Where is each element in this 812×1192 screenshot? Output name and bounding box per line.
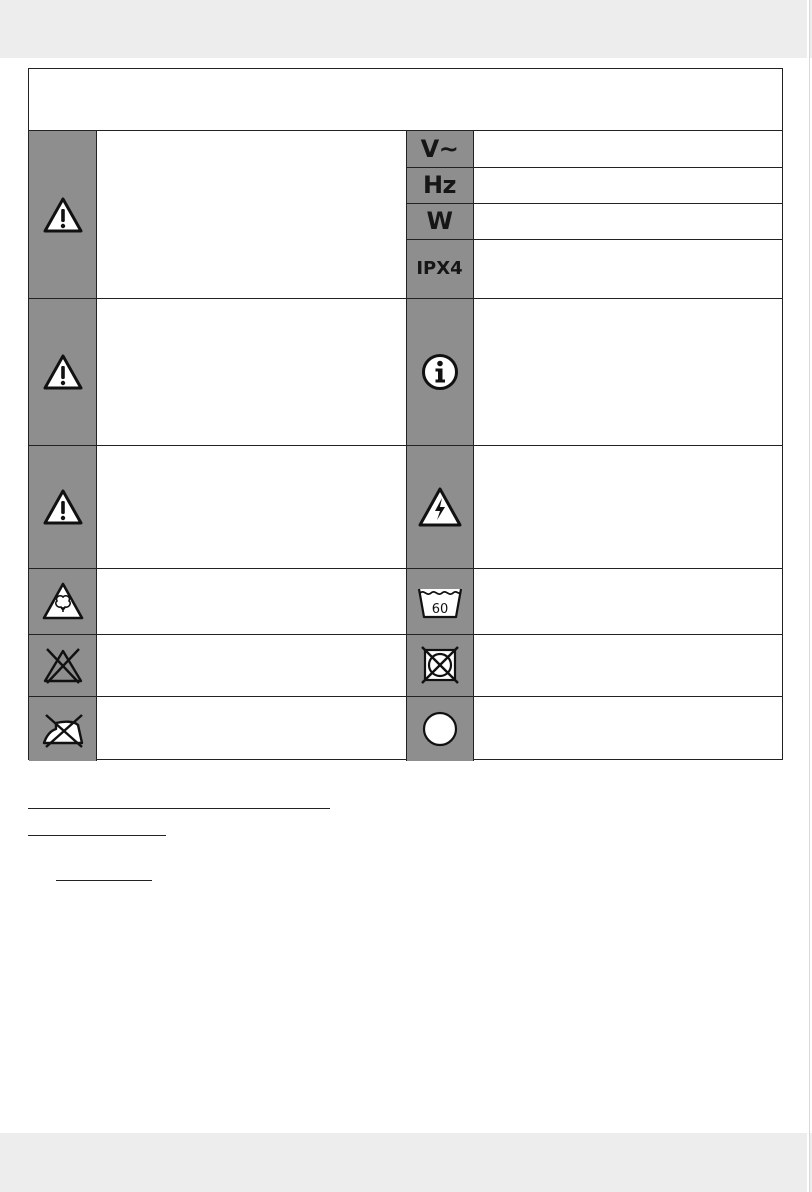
protection-rating: IPX4 [416,257,463,279]
do-not-dry-clean-icon [41,581,85,621]
column-divider-middle [406,131,407,761]
column-divider-right [473,131,474,761]
warning-icon [43,354,83,390]
tumble-dry-cell [406,634,473,696]
underline-rule [56,880,152,881]
warning-cell-2 [29,298,96,445]
table-title-row [29,69,782,131]
bleach-cell [29,634,96,696]
symbol-legend-table [28,68,783,760]
page-edge-line [809,0,810,1192]
top-band [0,0,812,58]
bottom-band [0,1133,812,1192]
circle-icon [420,709,460,749]
warning-icon [43,489,83,525]
voltage-unit: V~ [420,135,459,163]
voltage-cell [406,131,473,167]
warning-cell-3 [29,445,96,568]
unit-row-divider [406,167,782,168]
row-divider [29,696,782,697]
frequency-cell [406,167,473,203]
info-icon [421,353,459,391]
do-not-iron-icon [38,709,88,749]
row-divider [29,298,782,299]
electric-hazard-icon [418,487,462,527]
warning-cell-1 [29,131,96,298]
iron-cell [29,696,96,761]
do-not-tumble-dry-icon [418,643,462,687]
electric-hazard-cell [406,445,473,568]
underline-rule [28,835,166,836]
protection-cell [406,239,473,298]
warning-icon [43,197,83,233]
power-unit: W [426,207,453,235]
wash-temperature: 60 [431,602,448,617]
row-divider [29,445,782,446]
row-divider [29,634,782,635]
unit-row-divider [406,203,782,204]
unit-row-divider [406,239,782,240]
column-divider-left [96,131,97,761]
power-cell [406,203,473,239]
frequency-unit: Hz [422,171,457,199]
row-divider [29,568,782,569]
wash-cell [406,568,473,634]
do-not-bleach-icon [41,645,85,685]
dry-clean-cell [29,568,96,634]
underline-rule [28,808,330,809]
circle-cell [406,696,473,761]
wash-60-icon [416,581,464,621]
info-cell [406,298,473,445]
